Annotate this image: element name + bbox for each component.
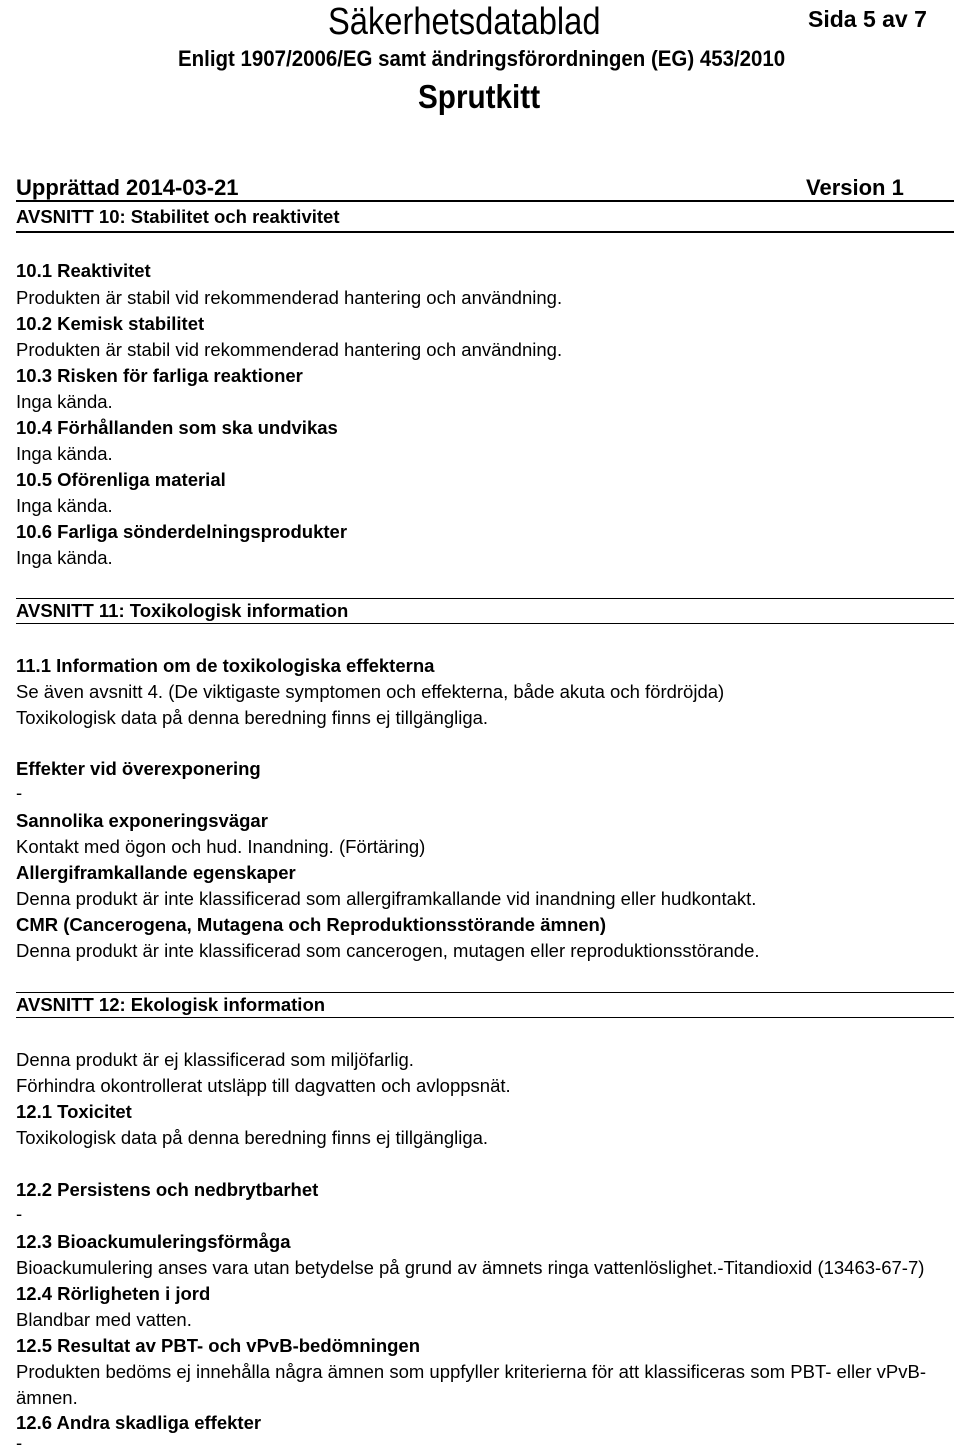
text-12-1: Toxikologisk data på denna beredning finns ej tillgängliga. <box>16 1127 489 1148</box>
subheading-10-2: 10.2 Kemisk stabilitet <box>16 313 205 334</box>
section-12-heading: AVSNITT 12: Ekologisk information <box>16 994 326 1015</box>
section-10-heading: AVSNITT 10: Stabilitet och reaktivitet <box>16 206 340 227</box>
subheading-12-6: 12.6 Andra skadliga effekter <box>16 1412 262 1433</box>
prepared-date: Upprättad 2014-03-21 <box>16 175 239 200</box>
text-11-1: Se även avsnitt 4. (De viktigaste symptomen och effekterna, både akuta och fördröjda) <box>16 681 725 702</box>
cmr-heading: CMR (Cancerogena, Mutagena och Reproduktionsstörande ämnen) <box>16 914 607 935</box>
section-10-rule <box>16 231 954 233</box>
text-11-2: Toxikologisk data på denna beredning finns ej tillgängliga. <box>16 707 489 728</box>
text-12-6: - <box>16 1432 23 1453</box>
effects-heading: Effekter vid överexponering <box>16 758 261 779</box>
subheading-12-2: 12.2 Persistens och nedbrytbarhet <box>16 1179 319 1200</box>
product-name: Sprutkitt <box>418 78 541 115</box>
allergy-text: Denna produkt är inte klassificerad som allergiframkallande vid inandning eller hudkontakt. <box>16 888 757 909</box>
text-12-intro-1: Denna produkt är ej klassificerad som miljöfarlig. <box>16 1049 414 1070</box>
routes-text: Kontakt med ögon och hud. Inandning. (Förtäring) <box>16 836 426 857</box>
cmr-text: Denna produkt är inte klassificerad som cancerogen, mutagen eller reproduktionsstörande. <box>16 940 760 961</box>
text-10-1: Produkten är stabil vid rekommenderad hantering och användning. <box>16 287 563 308</box>
text-12-3: Bioackumulering anses vara utan betydelse på grund av ämnets ringa vattenlöslighet.-Titandioxid (13463-67-7) <box>16 1257 925 1278</box>
subheading-12-1: 12.1 Toxicitet <box>16 1101 132 1122</box>
subheading-12-4: 12.4 Rörligheten i jord <box>16 1283 211 1304</box>
subheading-10-4: 10.4 Förhållanden som ska undvikas <box>16 417 338 438</box>
section-11-heading-box <box>16 598 954 624</box>
text-12-4: Blandbar med vatten. <box>16 1309 192 1330</box>
text-12-intro-2: Förhindra okontrollerat utsläpp till dagvatten och avloppsnät. <box>16 1075 511 1096</box>
subheading-10-6: 10.6 Farliga sönderdelningsprodukter <box>16 521 348 542</box>
text-12-2: - <box>16 1203 23 1224</box>
subheading-10-1: 10.1 Reaktivitet <box>16 260 151 281</box>
page-number: Sida 5 av 7 <box>808 6 927 32</box>
subheading-10-5: 10.5 Oförenliga material <box>16 469 226 490</box>
subheading-11-1: 11.1 Information om de toxikologiska effekterna <box>16 655 435 676</box>
text-12-5-line-1: Produkten bedöms ej innehålla några ämnen som uppfyller kriterierna för att klassificeras som PBT- eller vPvB- <box>16 1361 926 1382</box>
allergy-heading: Allergiframkallande egenskaper <box>16 862 296 883</box>
document-title: Säkerhetsdatablad <box>328 1 601 43</box>
subheading-10-3: 10.3 Risken för farliga reaktioner <box>16 365 303 386</box>
text-10-2: Produkten är stabil vid rekommenderad hantering och användning. <box>16 339 563 360</box>
text-10-5: Inga kända. <box>16 495 113 516</box>
text-10-6: Inga kända. <box>16 547 113 568</box>
text-10-3: Inga kända. <box>16 391 113 412</box>
version-label: Version 1 <box>806 175 904 200</box>
subheading-12-3: 12.3 Bioackumuleringsförmåga <box>16 1231 291 1252</box>
section-11-heading: AVSNITT 11: Toxikologisk information <box>16 600 349 621</box>
section-12-heading-box <box>16 992 954 1018</box>
routes-heading: Sannolika exponeringsvägar <box>16 810 268 831</box>
text-12-5-line-2: ämnen. <box>16 1387 78 1408</box>
effects-text: - <box>16 782 23 803</box>
subheading-12-5: 12.5 Resultat av PBT- och vPvB-bedömningen <box>16 1335 421 1356</box>
text-10-4: Inga kända. <box>16 443 113 464</box>
header-rule <box>16 200 954 202</box>
regulation-subtitle: Enligt 1907/2006/EG samt ändringsförordningen (EG) 453/2010 <box>178 46 786 71</box>
